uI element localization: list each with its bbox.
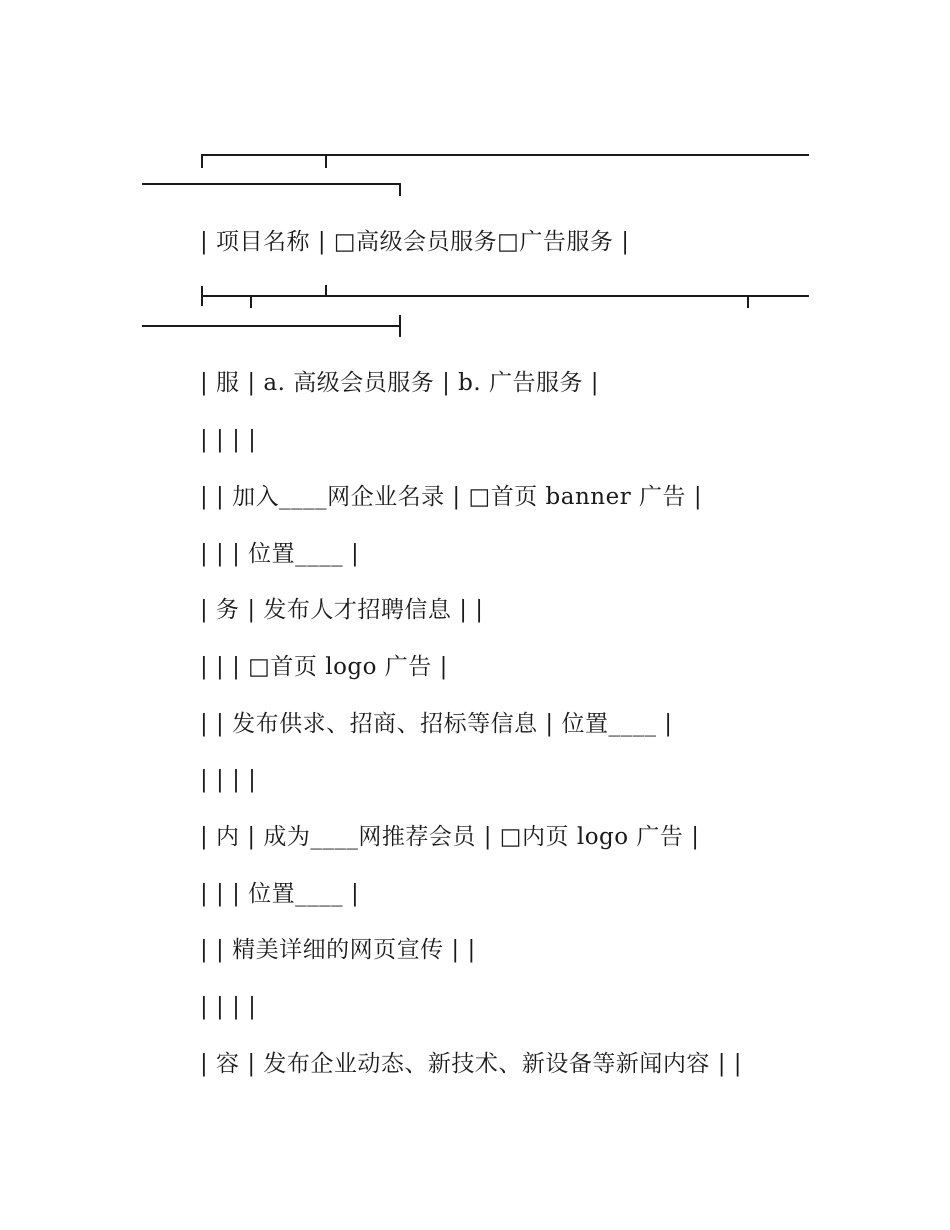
doc-line-blank-3: | | | | (200, 994, 257, 1020)
doc-line-service-header: | 服 | a. 高级会员服务 | b. 广告服务 | (200, 370, 600, 396)
doc-line-web-promotion: | | 精美详细的网页宣传 | | (200, 937, 476, 963)
doc-line-project-name: | 项目名称 | □高级会员服务□广告服务 | (200, 229, 630, 255)
doc-line-inner-logo-position: | | | 位置____ | (200, 881, 360, 907)
doc-line-banner-position: | | | 位置____ | (200, 541, 360, 567)
doc-line-directory: | | 加入____网企业名录 | □首页 banner 广告 | (200, 484, 703, 510)
doc-line-recruitment: | 务 | 发布人才招聘信息 | | (200, 597, 484, 623)
doc-line-home-logo: | | | □首页 logo 广告 | (200, 654, 448, 680)
doc-line-blank-2: | | | | (200, 767, 257, 793)
doc-line-news: | 容 | 发布企业动态、新技术、新设备等新闻内容 | | (200, 1051, 743, 1077)
doc-line-blank-1: | | | | (200, 427, 257, 453)
doc-line-recommended-member: | 内 | 成为____网推荐会员 | □内页 logo 广告 | (200, 824, 700, 850)
doc-line-supply-demand: | | 发布供求、招商、招标等信息 | 位置____ | (200, 711, 673, 737)
